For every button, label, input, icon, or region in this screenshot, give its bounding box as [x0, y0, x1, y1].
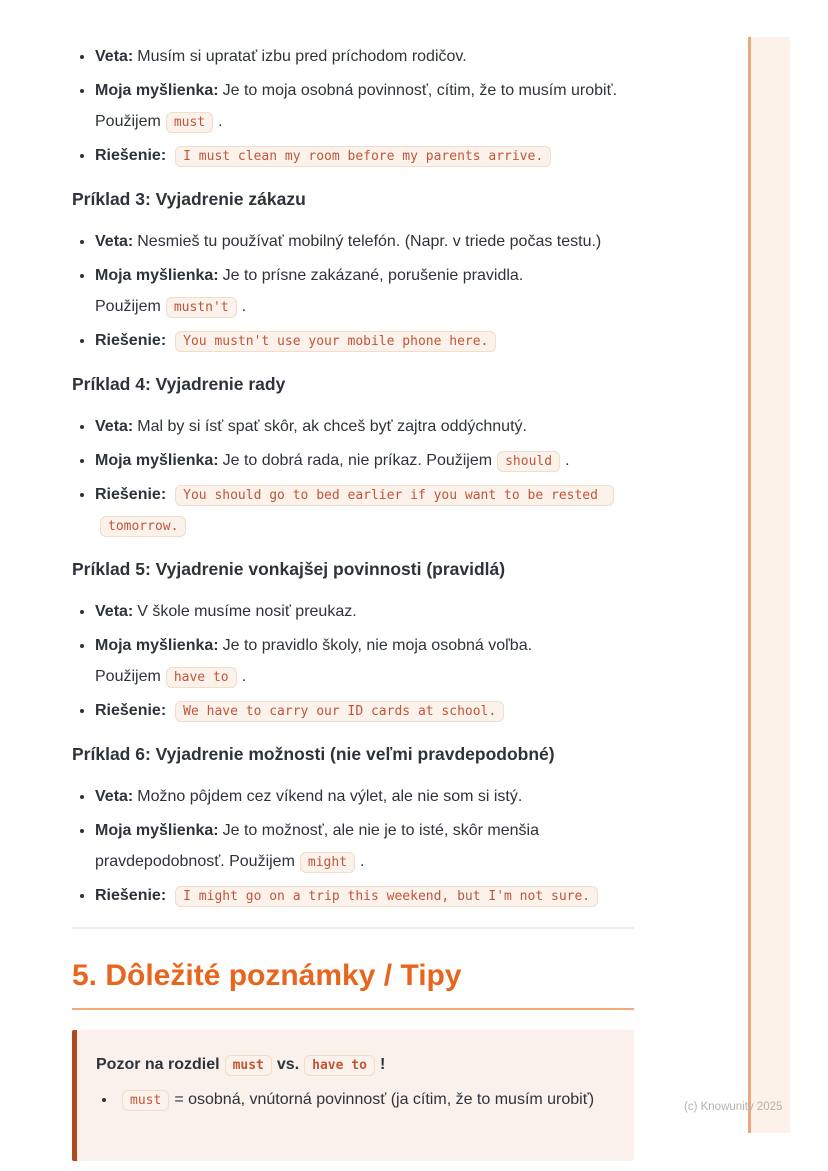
bullet-text: .	[218, 113, 223, 130]
bullet-label: Veta:	[95, 788, 134, 805]
lead-bullet-list	[72, 41, 634, 171]
bullet-label: Veta:	[95, 48, 134, 65]
bullet-text: .	[241, 668, 247, 685]
list-item	[95, 596, 634, 627]
inline-code: must	[225, 1055, 272, 1076]
list-item	[95, 479, 634, 541]
bullet-text: Je to prísne zakázané, porušenie pravidla. Použijem	[95, 267, 524, 315]
example-bullet-list	[72, 226, 634, 356]
list-item	[95, 75, 634, 137]
inline-code: You mustn't use your mobile phone here.	[175, 331, 496, 352]
bullet-text: = osobná, vnútorná povinnosť (ja cítim, že to musím urobiť)	[174, 1091, 595, 1108]
bullet-label: Veta:	[95, 603, 134, 620]
bullet-label: Moja myšlienka:	[95, 637, 219, 654]
bullet-label: Moja myšlienka:	[95, 822, 219, 839]
bullet-text: .	[241, 298, 247, 315]
page-edge-stripe	[748, 37, 790, 1133]
copyright-footer: (c) Knowunity 2025	[684, 1101, 783, 1113]
inline-code: mustn't	[166, 297, 237, 318]
inline-code: might	[300, 852, 355, 873]
example-bullet-list	[72, 596, 634, 726]
list-item	[95, 781, 634, 812]
bullet-text: Musím si upratať izbu pred príchodom rodičov.	[137, 48, 467, 65]
bullet-text: Nesmieš tu používať mobilný telefón. (Napr. v triede počas testu.)	[137, 233, 602, 250]
bullet-text: .	[360, 853, 365, 870]
inline-code: must	[122, 1090, 169, 1111]
list-item	[95, 880, 634, 911]
list-item	[95, 325, 634, 356]
inline-code: should	[497, 451, 560, 472]
bullet-text: Je to moja osobná povinnosť, cítim, že to musím urobiť. Použijem	[95, 82, 618, 130]
callout-title-text: vs.	[276, 1056, 300, 1073]
notes-section-heading: 5. Dôležité poznámky / Tipy	[72, 959, 634, 1010]
list-item	[95, 630, 634, 692]
list-item	[95, 411, 634, 442]
inline-code: have to	[166, 667, 237, 688]
list-item	[117, 1084, 610, 1115]
bullet-label: Veta:	[95, 233, 134, 250]
callout-title	[96, 1050, 610, 1079]
list-item	[95, 41, 634, 72]
bullet-label: Moja myšlienka:	[95, 452, 219, 469]
example-heading: Príklad 5: Vyjadrenie vonkajšej povinnosti (pravidlá)	[72, 559, 506, 579]
bullet-label: Riešenie:	[95, 887, 167, 904]
example-heading: Príklad 4: Vyjadrenie rady	[72, 374, 286, 394]
callout-title-text: !	[379, 1056, 386, 1073]
list-item	[95, 815, 634, 877]
document-content	[72, 26, 634, 1161]
bullet-text: Možno pôjdem cez víkend na výlet, ale nie som si istý.	[137, 788, 523, 805]
bullet-label: Riešenie:	[95, 147, 167, 164]
bullet-label: Riešenie:	[95, 332, 167, 349]
bullet-text: Je to pravidlo školy, nie moja osobná voľba. Použijem	[95, 637, 533, 685]
list-item	[95, 226, 634, 257]
list-item	[95, 140, 634, 171]
section-divider	[72, 927, 634, 929]
bullet-label: Riešenie:	[95, 486, 167, 503]
bullet-text: V škole musíme nosiť preukaz.	[137, 603, 357, 620]
inline-code: I must clean my room before my parents arrive.	[175, 146, 551, 167]
tip-callout	[72, 1030, 634, 1161]
bullet-label: Moja myšlienka:	[95, 82, 219, 99]
inline-code: You should go to bed earlier if you want to be rested tomorrow.	[100, 485, 614, 537]
bullet-text: .	[565, 452, 570, 469]
list-item	[95, 695, 634, 726]
bullet-label: Moja myšlienka:	[95, 267, 219, 284]
inline-code: must	[166, 112, 213, 133]
bullet-text: Je to možnosť, ale nie je to isté, skôr menšia pravdepodobnosť. Použijem	[95, 822, 539, 870]
inline-code: We have to carry our ID cards at school.	[175, 701, 504, 722]
example-heading: Príklad 3: Vyjadrenie zákazu	[72, 189, 306, 209]
inline-code: have to	[304, 1055, 375, 1076]
example-bullet-list	[72, 781, 634, 911]
callout-bullet-list	[96, 1084, 610, 1115]
inline-code: I might go on a trip this weekend, but I'm not sure.	[175, 886, 598, 907]
bullet-text: Mal by si ísť spať skôr, ak chceš byť zajtra oddýchnutý.	[137, 418, 527, 435]
callout-title-text: Pozor na rozdiel	[96, 1056, 220, 1073]
example-bullet-list	[72, 411, 634, 541]
bullet-label: Veta:	[95, 418, 134, 435]
list-item	[95, 260, 634, 322]
bullet-text: Je to dobrá rada, nie príkaz. Použijem	[222, 452, 493, 469]
example-heading: Príklad 6: Vyjadrenie možnosti (nie veľmi pravdepodobné)	[72, 744, 555, 764]
list-item	[95, 445, 634, 476]
bullet-label: Riešenie:	[95, 702, 167, 719]
